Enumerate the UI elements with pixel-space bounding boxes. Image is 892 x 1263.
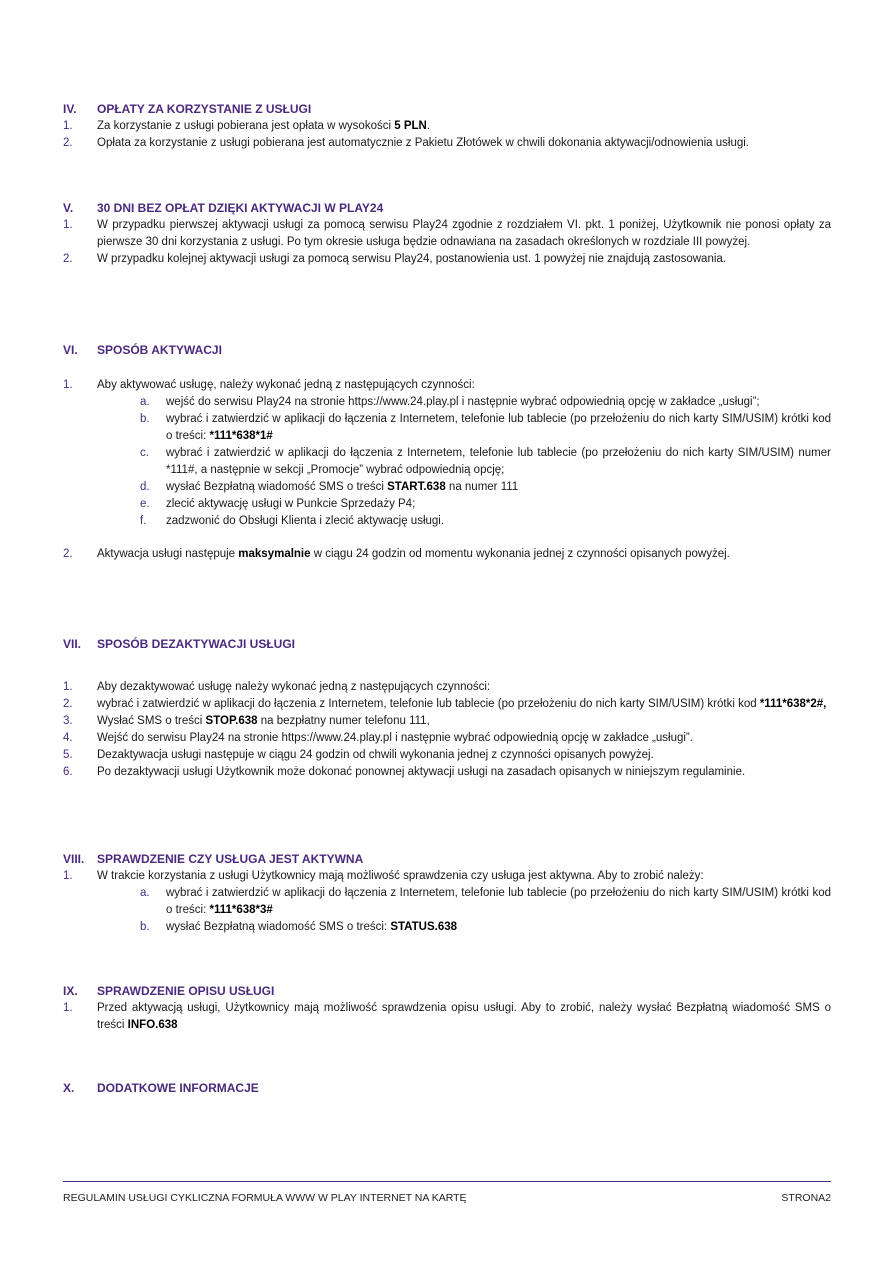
sub-item: c. wybrać i zatwierdzić w aplikacji do łączenia z Internetem, telefonie lub tablecie (po przełożeniu do nich karty SIM/USIM) numer *111#, a następnie w sekcji „Promocje” wybrać odpowiednią opcję; — [140, 447, 831, 476]
page-footer — [63, 1190, 831, 1207]
section-heading: VIII. SPRAWDZENIE CZY USŁUGA JEST AKTYWNA — [63, 852, 364, 866]
list-item: 5. Dezaktywacja usługi następuje w ciągu 24 godzin od chwili wykonania jednej z czynności opisanych powyżej. — [63, 749, 654, 761]
list-item: 1. W przypadku pierwszej aktywacji usługi za pomocą serwisu Play24 zgodnie z rozdziałem VI. pkt. 1 poniżej, Użytkownik nie ponosi opłaty za pierwsze 30 dni korzystania z usługi. Po tym okresie usługa będzie odnawiana na zasadach określonych w rozdziale III powyżej. — [63, 219, 831, 248]
list-item: 6. Po dezaktywacji usługi Użytkownik może dokonać ponownej aktywacji usługi na zasadach opisanych w niniejszym regulaminie. — [63, 766, 746, 778]
section-v — [63, 200, 831, 268]
sub-item: a. wybrać i zatwierdzić w aplikacji do łączenia z Internetem, telefonie lub tablecie (po przełożeniu do nich karty SIM/USIM) krótki kod o treści: *111*638*3# — [140, 887, 831, 916]
list-item: 1. Za korzystanie z usługi pobierana jest opłata w wysokości 5 PLN. — [63, 120, 431, 132]
section-vii — [63, 636, 831, 781]
section-heading: VII. SPOSÓB DEZAKTYWACJI USŁUGI — [63, 637, 296, 651]
sub-item: b. wysłać Bezpłatną wiadomość SMS o treści: STATUS.638 — [140, 921, 458, 933]
list-item: 2. W przypadku kolejnej aktywacji usługi za pomocą serwisu Play24, postanowienia ust. 1 powyżej nie znajdują zastosowania. — [63, 253, 726, 265]
section-heading: IV. OPŁATY ZA KORZYSTANIE Z USŁUGI — [63, 102, 312, 116]
list-item: 3. Wysłać SMS o treści STOP.638 na bezpłatny numer telefonu 111, — [63, 715, 430, 727]
footer-title: REGULAMIN USŁUGI CYKLICZNA FORMUŁA WWW W PLAY INTERNET NA KARTĘ — [63, 1192, 467, 1204]
section-ix — [63, 983, 831, 1034]
section-heading: IX. SPRAWDZENIE OPISU USŁUGI — [63, 984, 275, 998]
section-iv — [63, 101, 831, 152]
list-item: 4. Wejść do serwisu Play24 na stronie https://www.24.play.pl i następnie wybrać odpowiednią opcję w zakładce „usługi”. — [63, 732, 693, 744]
sub-item: b. wybrać i zatwierdzić w aplikacji do łączenia z Internetem, telefonie lub tablecie (po przełożeniu do nich karty SIM/USIM) krótki kod o treści: *111*638*1# — [140, 413, 831, 442]
section-viii — [63, 851, 831, 936]
list-item: 2. Opłata za korzystanie z usługi pobierana jest automatycznie z Pakietu Złotówek w chwili dokonania aktywacji/odnowienia usługi. — [63, 137, 750, 149]
sub-item: d. wysłać Bezpłatną wiadomość SMS o treści START.638 na numer 111 — [140, 481, 519, 493]
section-heading: X. DODATKOWE INFORMACJE — [63, 1081, 259, 1095]
footer-divider — [63, 1181, 831, 1182]
section-heading: V. 30 DNI BEZ OPŁAT DZIĘKI AKTYWACJI W PLAY24 — [63, 201, 384, 215]
list-item: 1. Przed aktywacją usługi, Użytkownicy mają możliwość sprawdzenia opisu usługi. Aby to zrobić, należy wysłać Bezpłatną wiadomość SMS o treści INFO.638 — [63, 1002, 831, 1031]
list-item: 1. W trakcie korzystania z usługi Użytkownicy mają możliwość sprawdzenia czy usługa jest aktywna. Aby to zrobić należy: — [63, 870, 704, 882]
list-item: 1. Aby aktywować usługę, należy wykonać jedną z następujących czynności: — [63, 379, 475, 391]
list-item: 2. Aktywacja usługi następuje maksymalnie w ciągu 24 godzin od momentu wykonania jednej z czynności opisanych powyżej. — [63, 548, 730, 560]
section-x — [63, 1080, 831, 1097]
section-vi — [63, 342, 831, 563]
sub-item: e. zlecić aktywację usługi w Punkcie Sprzedaży P4; — [140, 498, 416, 510]
section-heading: VI. SPOSÓB AKTYWACJI — [63, 343, 222, 357]
page-number: STRONA2 — [781, 1192, 831, 1204]
sub-item: a. wejść do serwisu Play24 na stronie https://www.24.play.pl i następnie wybrać odpowiednią opcję w zakładce „usługi”; — [140, 396, 760, 408]
list-item: 1. Aby dezaktywować usługę należy wykonać jedną z następujących czynności: — [63, 681, 491, 693]
list-item: 2. wybrać i zatwierdzić w aplikacji do łączenia z Internetem, telefonie lub tablecie (po przełożeniu do nich karty SIM/USIM) krótki kod *111*638*2#, — [63, 698, 827, 710]
sub-item: f. zadzwonić do Obsługi Klienta i zlecić aktywację usługi. — [140, 515, 445, 527]
